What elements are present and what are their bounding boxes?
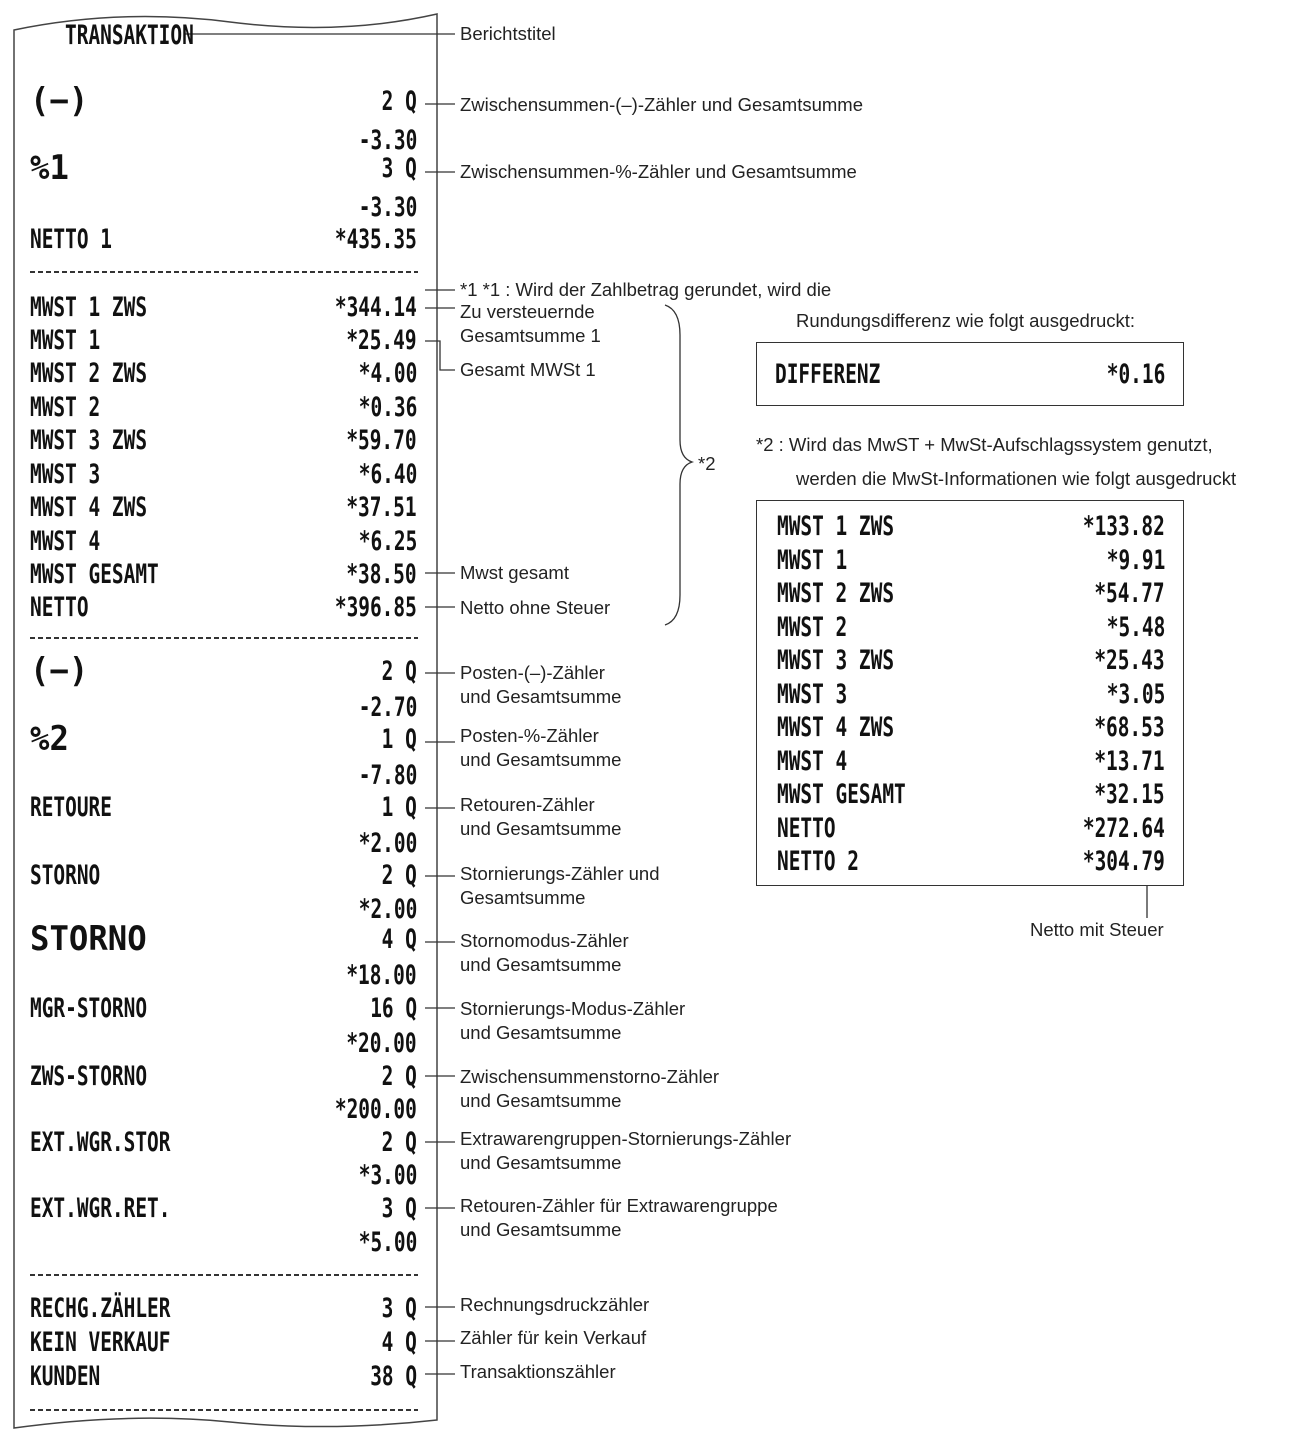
receipt-row-value: *25.49 [346,325,417,356]
receipt-row-value: *3.00 [358,1160,417,1191]
receipt-row-label: EXT.WGR.STOR [30,1127,171,1158]
receipt-row-value: 38 Q [370,1361,417,1392]
receipt-row-value: 2 Q [381,1127,417,1158]
receipt-row-value: *20.00 [346,1028,417,1059]
receipt-row-label: RETOURE [30,792,112,823]
leader-mwst1 [425,341,455,370]
receipt-row-value: *37.51 [346,492,417,523]
receipt-row-value: -3.30 [358,125,417,156]
receipt-row-value: *435.35 [335,224,417,255]
annotation-label: Stornierungs-Zähler und Gesamtsumme [460,863,660,908]
vat-row-value: *54.77 [1094,578,1165,609]
vat-row-value: *32.15 [1094,779,1165,810]
annotation-label: Rechnungsdruckzähler [460,1294,650,1315]
vat-row-value: *68.53 [1094,712,1165,743]
receipt-title: TRANSAKTION [65,20,194,51]
receipt-row-label: STORNO [30,919,147,959]
receipt-row-label: MGR-STORNO [30,993,148,1024]
receipt-row-label: %2 [30,719,69,759]
receipt-row-value: *6.25 [358,526,417,557]
vat-box [756,500,1184,886]
receipt-row-value: *6.40 [358,459,417,490]
receipt-row-value: *2.00 [358,894,417,925]
annotation-label: Transaktionszähler [460,1361,616,1382]
difference-box [756,342,1184,406]
receipt-row-label: (−) [30,81,89,121]
receipt-row-value: 2 Q [381,656,417,687]
receipt-row-value: 16 Q [370,993,417,1024]
vat-row-value: *9.91 [1106,544,1165,576]
annotation-label: Extrawarengruppen-Stornierungs-Zähler und Gesamtsumme [460,1128,792,1173]
receipt-row-value: -7.80 [358,760,417,791]
footnote2-line2: werden die MwSt-Informationen wie folgt ausgedruckt [796,468,1237,489]
annotation-label: Berichtstitel [460,23,556,44]
receipt-row-value: *5.00 [358,1227,417,1258]
difference-label: DIFFERENZ [775,359,881,390]
vat-row-value: *304.79 [1083,846,1165,877]
receipt-row-value: *4.00 [358,358,417,389]
receipt-row-value: *396.85 [335,592,417,623]
receipt-row-value: 3 Q [381,1193,417,1224]
receipt-row-label: MWST 2 [30,392,101,423]
receipt-row-label: KUNDEN [30,1361,101,1392]
vat-row-value: *3.05 [1106,678,1165,710]
annotation-label: Stornierungs-Modus-Zähler und Gesamtsumme [460,998,686,1043]
receipt-row-value: 4 Q [381,1327,417,1358]
annotation-label: Zwischensummen-(–)-Zähler und Gesamtsumme [460,94,864,115]
annotation-label: Mwst gesamt [460,562,569,583]
receipt-row-value: -3.30 [358,192,417,223]
difference-value: *0.16 [1106,359,1165,390]
vat-row-value: *133.82 [1083,511,1165,542]
vat-row-value: *272.64 [1083,812,1165,844]
annotation-label: Retouren-Zähler und Gesamtsumme [460,794,622,839]
receipt-row-label: MWST 1 ZWS [30,292,148,323]
receipt-row-label: MWST 4 ZWS [30,492,148,523]
receipt-row-label: NETTO 1 [30,224,112,255]
receipt-row-value: *38.50 [346,559,417,590]
vat-row-label: MWST 3 [777,678,848,710]
receipt-row-label: MWST 3 ZWS [30,425,148,456]
annotation-label: Gesamt MWSt 1 [460,359,596,380]
receipt-row-label: MWST GESAMT [30,559,159,590]
curly-brace [665,305,692,625]
receipt-row-value: *18.00 [346,960,417,991]
vat-row-label: NETTO [777,812,836,844]
receipt-row-label: NETTO [30,592,89,623]
receipt-row-label: RECHG.ZÄHLER [30,1293,171,1324]
vat-row-value: *5.48 [1106,611,1165,643]
receipt-row-label: (−) [30,651,89,691]
vat-row-value: *13.71 [1094,745,1165,777]
vat-row-value: *25.43 [1094,645,1165,676]
vat-row-label: MWST 1 ZWS [777,511,895,542]
vat-row-label: MWST 3 ZWS [777,645,895,676]
netto-mit-steuer-caption: Netto mit Steuer [1030,919,1164,940]
receipt-row-label: MWST 3 [30,459,101,490]
receipt-row-label: MWST 1 [30,325,101,356]
vat-row-label: MWST 4 [777,745,848,777]
annotation-label: Stornomodus-Zähler und Gesamtsumme [460,930,629,975]
receipt-row-label: ZWS-STORNO [30,1061,148,1092]
vat-row-label: MWST 2 [777,611,848,643]
annotation-label: Zwischensummen-%-Zähler und Gesamtsumme [460,161,857,182]
receipt-row-value: -2.70 [358,692,417,723]
vat-row-label: NETTO 2 [777,846,859,877]
vat-row-label: MWST GESAMT [777,779,906,810]
receipt-row-value: 1 Q [381,724,417,755]
receipt-row-value: *2.00 [358,828,417,859]
receipt-row-label: STORNO [30,860,101,891]
vat-row-label: MWST 1 [777,544,848,576]
receipt-row-value: 1 Q [381,792,417,823]
receipt-row-value: *0.36 [358,392,417,423]
receipt-row-value: 2 Q [381,1061,417,1092]
receipt-row-value: 3 Q [381,1293,417,1324]
annotation-label: Zwischensummenstorno-Zähler und Gesamtsumme [460,1066,720,1111]
receipt-row-label: MWST 4 [30,526,101,557]
annotation-label: Zu versteuernde Gesamtsumme 1 [460,301,601,346]
annotation-label: Zähler für kein Verkauf [460,1327,647,1348]
receipt-row-label: KEIN VERKAUF [30,1327,171,1358]
receipt-row-label: %1 [30,148,69,188]
vat-row-label: MWST 2 ZWS [777,578,895,609]
receipt-row-value: *200.00 [335,1094,417,1125]
receipt-row-value: 3 Q [381,153,417,184]
annotation-label: Retouren-Zähler für Extrawarengruppe und Gesamtsumme [460,1195,778,1240]
receipt-row-label: MWST 2 ZWS [30,358,148,389]
footnote1-text: Rundungsdifferenz wie folgt ausgedruckt: [796,310,1136,331]
brace-marker: *2 [698,453,716,474]
receipt-row-label: EXT.WGR.RET. [30,1193,171,1224]
receipt-row-value: 2 Q [381,86,417,117]
receipt-row-value: 2 Q [381,860,417,891]
annotation-label: *1 *1 : Wird der Zahlbetrag gerundet, wird die [460,279,832,300]
annotation-label: Posten-(–)-Zähler und Gesamtsumme [460,662,622,707]
annotation-label: Posten-%-Zähler und Gesamtsumme [460,725,622,770]
annotation-label: Netto ohne Steuer [460,597,611,618]
footnote2-line1: *2 : Wird das MwST + MwSt-Aufschlagssystem genutzt, [756,434,1213,455]
receipt-row-value: 4 Q [381,924,417,955]
receipt-row-value: *59.70 [346,425,417,456]
vat-row-label: MWST 4 ZWS [777,712,895,743]
receipt-row-value: *344.14 [335,292,417,323]
